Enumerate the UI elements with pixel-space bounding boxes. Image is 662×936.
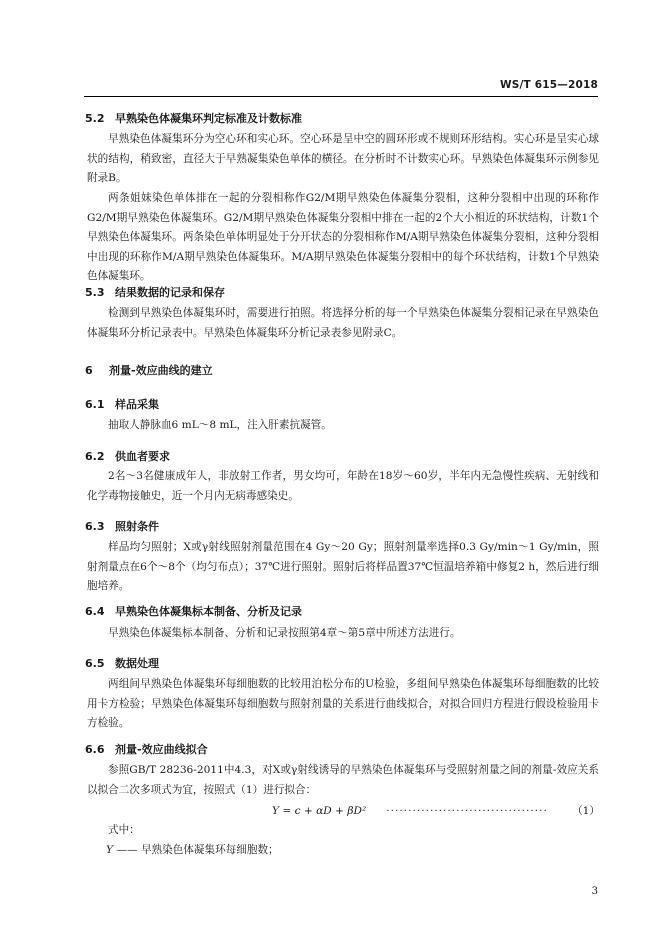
section-heading-6-4 bbox=[85, 603, 302, 619]
section-number: 5.3 bbox=[85, 286, 105, 299]
section-heading-5-3 bbox=[85, 284, 225, 300]
symbol-definition bbox=[106, 842, 279, 857]
formula-expression: Y = c + αD + βD² bbox=[272, 805, 367, 817]
formula-number: （1） bbox=[572, 805, 600, 817]
section-title: 样品采集 bbox=[115, 398, 159, 411]
section-number: 6.1 bbox=[85, 398, 105, 411]
section-number: 6.4 bbox=[85, 605, 105, 618]
paragraph-irradiation-conditions: 样品均匀照射；X或γ射线照射剂量范围在4 Gy～20 Gy；照射剂量率选择0.3 Gy/min～1 Gy/min，照射剂量点在6个～8个（均匀布点）；37℃进行照射。照射后将样品置37℃恒温培养箱中修复2 h，然后进行细胞培养。 bbox=[87, 541, 599, 592]
formula-leader-dots: ····································· bbox=[386, 805, 548, 817]
section-number: 6.2 bbox=[85, 450, 105, 463]
paragraph-data-processing: 两组间早熟染色体凝集环每细胞数的比较用泊松分布的U检验，多组间早熟染色体凝集环每细胞数的比较用卡方检验；早熟染色体凝集环每细胞数与照射剂量的关系进行曲线拟合，对拟合回归方程进行假设检验用卡方检验。 bbox=[87, 678, 599, 729]
section-title: 早熟染色体凝集环判定标准及计数标准 bbox=[115, 112, 302, 125]
definition-dash: —— bbox=[116, 844, 138, 856]
section-number: 6.3 bbox=[85, 520, 105, 533]
section-number: 6.6 bbox=[85, 743, 105, 756]
where-label: 式中： bbox=[108, 824, 140, 836]
definition-symbol: Y bbox=[106, 844, 113, 856]
section-heading-6-5 bbox=[85, 655, 159, 671]
dose-effect-formula bbox=[272, 803, 600, 818]
paragraph-donor-requirements: 2名～3名健康成年人，非放射工作者，男女均可，年龄在18岁～60岁，半年内无急慢性疾病、无射线和化学毒物接触史，近一个月内无病毒感染史。 bbox=[87, 470, 599, 502]
paragraph-specimen-preparation: 早熟染色体凝集标本制备、分析和记录按照第4章～第5章中所述方法进行。 bbox=[108, 627, 461, 639]
section-number: 6.5 bbox=[85, 657, 105, 670]
section-title: 剂量-效应曲线的建立 bbox=[109, 364, 213, 377]
section-title: 数据处理 bbox=[115, 657, 159, 670]
section-number: 5.2 bbox=[85, 112, 105, 125]
page-number: 3 bbox=[591, 886, 598, 897]
section-title: 供血者要求 bbox=[115, 450, 170, 463]
section-heading-6 bbox=[85, 362, 213, 378]
section-heading-6-3 bbox=[85, 518, 159, 534]
definition-text: 早熟染色体凝集环每细胞数； bbox=[140, 844, 279, 856]
section-heading-6-1 bbox=[85, 396, 159, 412]
paragraph-ring-counting: 两条姐妹染色单体排在一起的分裂相称作G2/M期早熟染色体凝集分裂相，这种分裂相中出现的环称作G2/M期早熟染色体凝集环。G2/M期早熟染色体凝集分裂相中排在一起的2个大小相近的环状结构，计数1个早熟染色体凝集环。两条染色单体明显处于分开状态的分裂相称作M/A期早熟染色体凝集分裂相，这种分裂相中出现的环称作M/A期早熟染色体凝集环。M/A期早熟染色体凝集分裂相中的每个环状结构，计数1个早熟染色体凝集环。 bbox=[87, 192, 599, 282]
section-title: 结果数据的记录和保存 bbox=[115, 286, 225, 299]
paragraph-ring-types: 早熟染色体凝集环分为空心环和实心环。空心环是呈中空的圆环形或不规则环形结构。实心环是呈实心球状的结构，稍致密，直径大于早熟凝集染色单体的横径。在分析时不计数实心环。早熟染色体凝集环示例参见附录B。 bbox=[87, 133, 599, 184]
section-title: 照射条件 bbox=[115, 520, 159, 533]
section-heading-6-2 bbox=[85, 448, 170, 464]
section-title: 早熟染色体凝集标本制备、分析及记录 bbox=[115, 605, 302, 618]
paragraph-sample-collection: 抽取人静脉血6 mL～8 mL，注入肝素抗凝管。 bbox=[108, 419, 332, 431]
document-code-header: WS/T 615—2018 bbox=[499, 79, 598, 91]
header-rule bbox=[84, 96, 598, 97]
section-number: 6 bbox=[85, 364, 93, 377]
paragraph-recording: 检测到早熟染色体凝集环时，需要进行拍照。将选择分析的每一个早熟染色体凝集分裂相记录在早熟染色体凝集环分析记录表中。早熟染色体凝集环分析记录表参见附录C。 bbox=[87, 307, 599, 339]
section-heading-6-6 bbox=[85, 741, 208, 757]
section-title: 剂量-效应曲线拟合 bbox=[115, 743, 208, 756]
section-heading-5-2 bbox=[85, 110, 302, 126]
paragraph-curve-fitting: 参照GB/T 28236-2011中4.3，对X或γ射线诱导的早熟染色体凝集环与受照射剂量之间的剂量-效应关系以拟合二次多项式为宜，按照式（1）进行拟合： bbox=[87, 764, 599, 796]
